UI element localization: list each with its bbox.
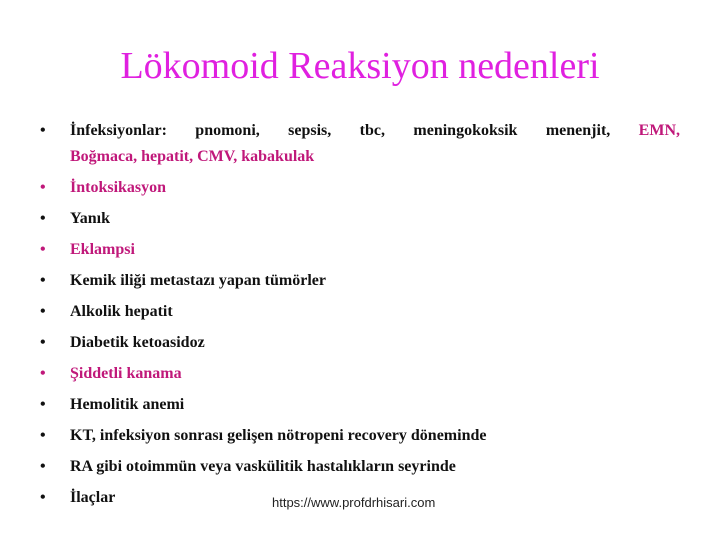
footer-url[interactable]: https://www.profdrhisari.com [272,495,436,510]
bullet-icon: • [40,427,46,444]
bullet-icon: • [40,489,46,506]
bullet-item [0,299,720,325]
bullet-icon: • [40,334,46,351]
bullet-text: Hemolitik anemi [70,396,185,413]
bullet-item [0,268,720,294]
bullet-text: EMN, [638,122,680,139]
bullet-line [70,423,680,449]
bullet-text: KT, infeksiyon sonrası gelişen nötropeni recovery döneminde [70,427,487,444]
bullet-item [0,118,720,170]
bullet-icon: • [40,272,46,289]
bullet-item [0,175,720,201]
bullet-icon: • [40,458,46,475]
bullet-text: Şiddetli kanama [70,365,182,382]
bullet-icon: • [40,241,46,258]
bullet-icon: • [40,396,46,413]
bullet-text: Alkolik hepatit [70,303,173,320]
bullet-item [0,392,720,418]
bullet-icon: • [40,365,46,382]
bullet-text: İnfeksiyonlar: pnomoni, sepsis, tbc, meningokoksik menenjit, [70,122,639,139]
bullet-text: Boğmaca, hepatit, CMV, kabakulak [70,148,315,165]
bullet-text: İntoksikasyon [70,179,167,196]
bullet-line [70,361,680,387]
bullet-line [70,206,680,232]
bullet-item [0,206,720,232]
bullet-item [0,423,720,449]
bullet-line [70,144,680,170]
bullet-line [70,118,680,144]
bullet-icon: • [40,303,46,320]
bullet-icon: • [40,179,46,196]
slide-title: Lökomoid Reaksiyon nedenleri [120,45,600,87]
bullet-line [70,454,680,480]
bullet-item [0,454,720,480]
bullet-line [70,330,680,356]
bullet-line [70,299,680,325]
bullet-icon: • [40,210,46,227]
bullet-text: Diabetik ketoasidoz [70,334,205,351]
bullet-line [70,237,680,263]
bullet-line [70,175,680,201]
bullet-text: İlaçlar [70,489,116,506]
bullet-text: RA gibi otoimmün veya vaskülitik hastalıkların seyrinde [70,458,456,475]
bullet-item [0,361,720,387]
bullet-line [70,268,680,294]
bullet-text: Eklampsi [70,241,135,258]
bullet-item [0,237,720,263]
bullet-item [0,330,720,356]
bullet-list [0,118,720,516]
bullet-icon: • [40,122,46,139]
bullet-text: Yanık [70,210,111,227]
bullet-line [70,392,680,418]
bullet-text: Kemik iliği metastazı yapan tümörler [70,272,326,289]
